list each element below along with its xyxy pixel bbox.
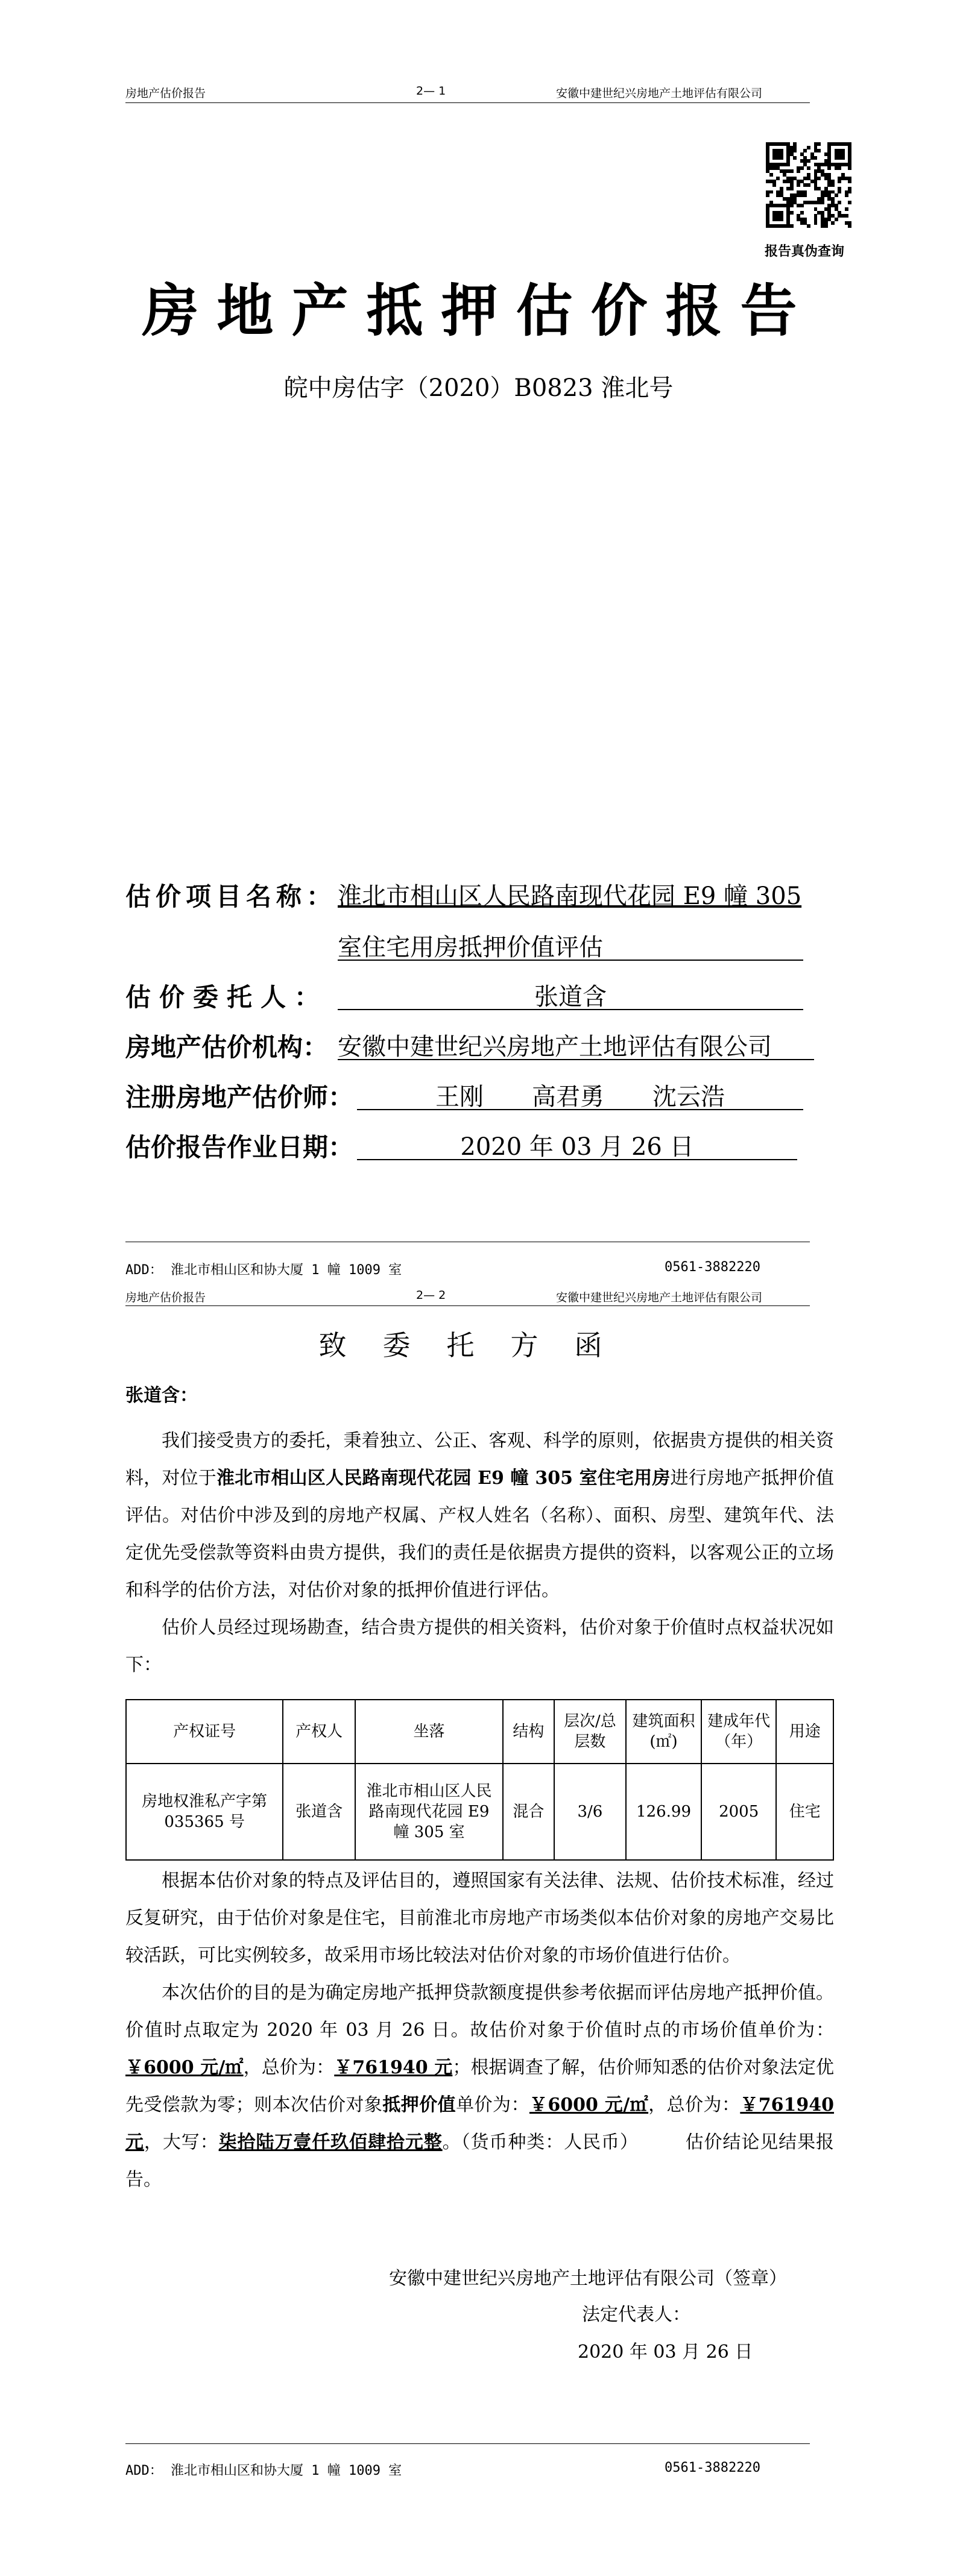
page1-footer-address: ADD： 淮北市相山区和协大厦 1 幢 1009 室	[125, 1263, 402, 1278]
table-header-cell: 用途	[776, 1700, 833, 1764]
table-header-row	[126, 1700, 833, 1764]
table-header-cell: 坐落	[355, 1700, 503, 1764]
table-row	[126, 1764, 833, 1860]
table-header-cell: 建筑面积(㎡)	[626, 1700, 701, 1764]
section-title: 致委托方函	[318, 1329, 639, 1362]
page1-footer-phone: 0561-3882220	[665, 1260, 760, 1275]
paragraph-3: 根据本估价对象的特点及评估目的，遵照国家有关法律、法规、估价技术标准，经过反复研究，由于估价对象是住宅，目前淮北市房地产市场类似本估价对象的房地产交易比较活跃，可比实例较多，故采用市场比较法对估价对象的市场价值进行估价。	[125, 1870, 834, 1966]
report-document-number: 皖中房估字（2020）B0823 淮北号	[283, 374, 674, 402]
table-header-cell: 产权证号	[126, 1700, 283, 1764]
page1-header-rule	[125, 102, 810, 103]
field-value: 2020 年 03 月 26 日	[357, 1128, 797, 1160]
field-client	[125, 978, 849, 1014]
salutation: 张道含：	[125, 1385, 198, 1406]
property-address: 淮北市相山区人民路南现代花园 E9 幢 305 室住宅用房	[216, 1468, 671, 1489]
field-appraisers	[125, 1078, 849, 1114]
total-mortgage-price: ￥761940 元	[125, 2094, 835, 2153]
field-value: 安徽中建世纪兴房地产土地评估有限公司	[338, 1028, 814, 1060]
page2-footer-phone: 0561-3882220	[665, 2460, 760, 2475]
letter-body-bottom	[125, 1862, 834, 2199]
page2-header-left: 房地产估价报告	[125, 1291, 206, 1304]
table-cell: 3/6	[554, 1764, 627, 1860]
field-label: 房地产估价机构：	[125, 1032, 329, 1062]
table-cell: 混合	[503, 1764, 554, 1860]
mortgage-value-label: 抵押价值	[382, 2094, 456, 2116]
table-header-cell: 产权人	[283, 1700, 355, 1764]
letter-body-top	[125, 1422, 834, 1684]
table-cell: 张道含	[283, 1764, 355, 1860]
property-info-table	[125, 1699, 834, 1861]
signature-legal-rep: 法定代表人：	[582, 2304, 690, 2325]
page2-footer-rule	[125, 2443, 810, 2444]
field-value: 王刚 高君勇 沈云浩	[357, 1078, 803, 1110]
table-cell: 126.99	[626, 1764, 701, 1860]
field-label: 估价委托人：	[125, 982, 329, 1012]
paragraph-1: 我们接受贵方的委托，秉着独立、公正、客观、科学的原则，依据贵方提供的相关资料，对位于淮北市相山区人民路南现代花园 E9 幢 305 室住宅用房进行房地产抵押价值评估。对估价中涉及到的房地产权属、产权人姓名（名称）、面积、房型、建筑年代、法定优先受偿款等资料由贵方提供，我们的责任是依据贵方提供的资料，以客观公正的立场和科学的估价方法，对估价对象的抵押价值进行评估。	[125, 1430, 835, 1601]
table-header-cell: 层次/总层数	[554, 1700, 627, 1764]
table-cell: 2005	[701, 1764, 777, 1860]
page2-footer-address: ADD： 淮北市相山区和协大厦 1 幢 1009 室	[125, 2463, 402, 2478]
page2-header-rule	[125, 1305, 810, 1306]
field-value: 张道含	[338, 978, 803, 1010]
qr-caption: 报告真伪查询	[765, 243, 845, 259]
signature-company: 安徽中建世纪兴房地产土地评估有限公司（签章）	[389, 2268, 787, 2289]
total-market-price: ￥761940 元	[334, 2057, 453, 2078]
qr-code-icon	[766, 142, 851, 228]
page2-header-right: 安徽中建世纪兴房地产土地评估有限公司	[556, 1291, 763, 1304]
field-value: 淮北市相山区人民路南现代花园 E9 幢 305	[338, 882, 802, 910]
page1-header-page-number: 2— 1	[416, 84, 446, 98]
page1-header-left: 房地产估价报告	[125, 87, 206, 100]
table-cell: 淮北市相山区人民路南现代花园 E9 幢 305 室	[355, 1764, 503, 1860]
page2-header-page-number: 2— 2	[416, 1289, 446, 1302]
amount-in-words: 柒拾陆万壹仟玖佰肆拾元整	[218, 2132, 443, 2153]
page1-header-right: 安徽中建世纪兴房地产土地评估有限公司	[556, 87, 763, 100]
paragraph-4: 本次估价的目的是为确定房地产抵押贷款额度提供参考依据而评估房地产抵押价值。价值时点取定为 2020 年 03 月 26 日。故估价对象于价值时点的市场价值单价为：￥6000 元/㎡，总价为：￥761940 元；根据调查了解，估价师知悉的估价对象法定优先受偿款为零；则本次估价对象抵押价值单价为：￥6000 元/㎡，总价为：￥761940 元，大写：柒拾陆万壹仟玖佰肆拾元整。（货币种类：人民币） 估价结论见结果报告。	[125, 1982, 835, 2190]
report-title: 房地产抵押估价报告	[142, 278, 815, 344]
paragraph-2: 估价人员经过现场勘查，结合贵方提供的相关资料，估价对象于价值时点权益状况如下：	[125, 1617, 834, 1676]
field-agency	[125, 1028, 849, 1064]
field-value-continued: 室住宅用房抵押价值评估	[338, 928, 803, 961]
table-cell: 住宅	[776, 1764, 833, 1860]
field-report-date	[125, 1128, 849, 1164]
signature-date: 2020 年 03 月 26 日	[578, 2342, 753, 2363]
table-header-cell: 结构	[503, 1700, 554, 1764]
field-label: 估价项目名称：	[125, 882, 337, 911]
unit-market-price: ￥6000 元/㎡	[125, 2057, 244, 2078]
field-project-name	[125, 877, 849, 913]
field-label: 估价报告作业日期：	[125, 1132, 354, 1162]
field-project-name-line2	[125, 928, 849, 964]
unit-mortgage-price: ￥6000 元/㎡	[529, 2094, 649, 2116]
table-cell: 房地权淮私产字第 035365 号	[126, 1764, 283, 1860]
table-header-cell: 建成年代（年）	[701, 1700, 777, 1764]
field-label: 注册房地产估价师：	[125, 1082, 354, 1112]
